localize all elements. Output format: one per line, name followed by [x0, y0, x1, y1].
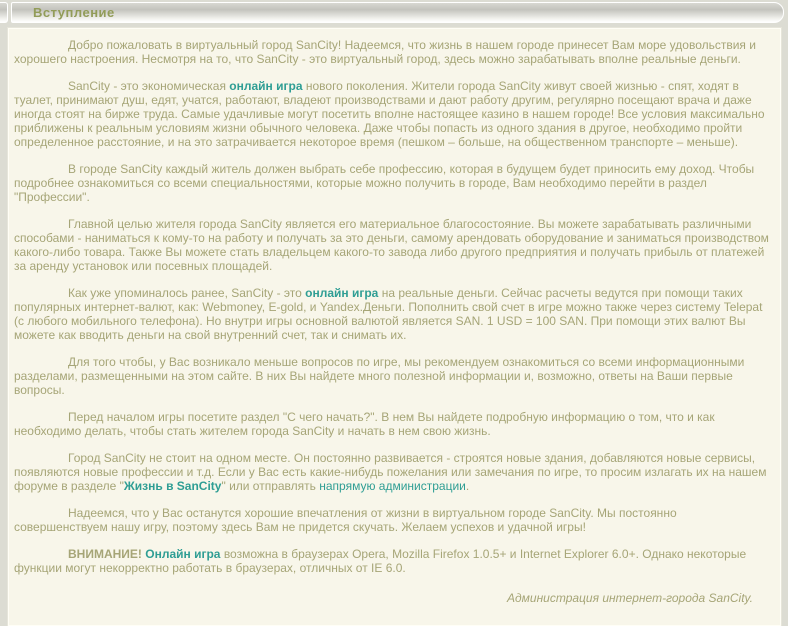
text-segment: нового поколения. Жители города SanCity живут своей жизнью - спят, ходят в туалет, принимают душ, едят, учатся, работают, владеют производствами и дают работу другим, регулярно посещают врача и даже иногда стоят на бирже труда. Самые удачливые могут посетить вполне настоящее казино в нашем городе! Все условия максимально приближены к реальным условиям жизни обычного человека. Даже чтобы попасть из одного здания в другое, необходимо пройти определенное расстояние, и на это затрачивается некоторое время (пешком – больше, на общественном транспорте – меньше).: [14, 79, 765, 149]
text-segment: Главной целью жителя города SanCity является его материальное благосостояние. Вы можете зарабатывать различными способами - наниматься к кому-то на работу и получать за это деньги, самому арендовать оборудование и заниматься производством какого-либо товара. Также Вы можете стать владельцем какого-то завода либо другого предприятия и получать прибыль от платежей за аренду установок или посевных площадей.: [14, 217, 769, 273]
text-segment: .: [465, 479, 470, 493]
text-segment: возможна в браузерах Opera, Mozilla Firefox 1.0.5+ и Internet Explorer 6.0+. Однако некоторые функции могут некорректно работать в браузерах, отличных от IE 6.0.: [14, 547, 747, 575]
intro-text: [14, 38, 771, 575]
online-game-link[interactable]: онлайн игра: [229, 79, 303, 93]
paragraph-10: [14, 547, 771, 575]
text-segment: Как уже упоминалось ранее, SanCity - это: [68, 286, 306, 300]
text-segment: В городе SanCity каждый житель должен выбрать себе профессию, которая в будущем будет приносить ему доход. Чтобы подробнее ознакомиться со всеми специальностями, которые можно получить в городе, Вам необходимо перейти в раздел "Профессии".: [14, 162, 755, 204]
paragraph-5: [14, 286, 771, 342]
attention-label: ВНИМАНИЕ!: [68, 547, 142, 561]
paragraph-4: [14, 217, 771, 273]
paragraph-8: [14, 451, 771, 493]
life-in-sancity-link[interactable]: Жизнь в SanCity: [123, 479, 222, 493]
paragraph-7: [14, 410, 771, 438]
paragraph-9: [14, 506, 771, 534]
online-game-link[interactable]: онлайн игра: [305, 286, 379, 300]
content-panel: [8, 28, 781, 626]
header-left-tab: [0, 2, 8, 23]
page-title: Вступление: [33, 5, 115, 20]
text-segment: Перед началом игры посетите раздел "С чего начать?". В нем Вы найдете подробную информацию о том, что и как необходимо делать, чтобы стать жителем города SanCity и начать в нем свою жизнь.: [14, 410, 715, 438]
text-segment: " или отправлять: [221, 479, 320, 493]
text-segment: Город SanCity не стоит на одном месте. Он постоянно развивается - строятся новые здания, добавляются новые сервисы, появляются новые профессии и т.д. Если у Вас есть какие-нибудь пожелания или замечания по игре, то просим излагать их на нашем форуме в разделе ": [14, 451, 767, 493]
text-segment: SanCity - это экономическая: [68, 79, 230, 93]
footer-signature: Администрация интернет-города SanCity.: [507, 591, 753, 605]
text-segment: Добро пожаловать в виртуальный город SanCity! Надеемся, что жизнь в нашем городе принесет Вам море удовольствия и хорошего настроения. Несмотря на то, что SanCity - это виртуальный город, здесь можно зарабатывать вполне реальные деньги.: [14, 38, 756, 66]
text-segment: Надеемся, что у Вас останутся хорошие впечатления от жизни в виртуальном городе SanCity. Мы постоянно совершенствуем нашу игру, поэтому здесь Вам не придется скучать. Желаем успехов и удачной игры!: [14, 506, 677, 534]
text-segment: на реальные деньги. Сейчас расчеты ведутся при помощи таких популярных интернет-валют, как: Webmoney, E-gold, и Yandex.Деньги. Пополнить свой счет в игре можно также через систему Telepat (с любого мобильного телефона). Но внутри игры основной валютой является SAN. 1 USD = 100 SAN. При помощи этих валют Вы можете как вводить деньги на свой внутренний счет, так и снимать их.: [14, 286, 763, 342]
paragraph-6: [14, 355, 771, 397]
contact-admin-link[interactable]: напрямую администрации: [319, 479, 466, 493]
paragraph-3: [14, 162, 771, 204]
paragraph-2: [14, 79, 771, 149]
text-segment: Для того чтобы, у Вас возникало меньше вопросов по игре, мы рекомендуем ознакомиться со всеми информационными разделами, размещенными на этом сайте. В них Вы найдете много полезной информации и, возможно, ответы на Ваши первые вопросы.: [14, 355, 745, 397]
header-title-bar: [11, 2, 784, 23]
paragraph-1: [14, 38, 771, 66]
online-game-link[interactable]: Онлайн игра: [145, 547, 221, 561]
page-header: [0, 2, 784, 23]
